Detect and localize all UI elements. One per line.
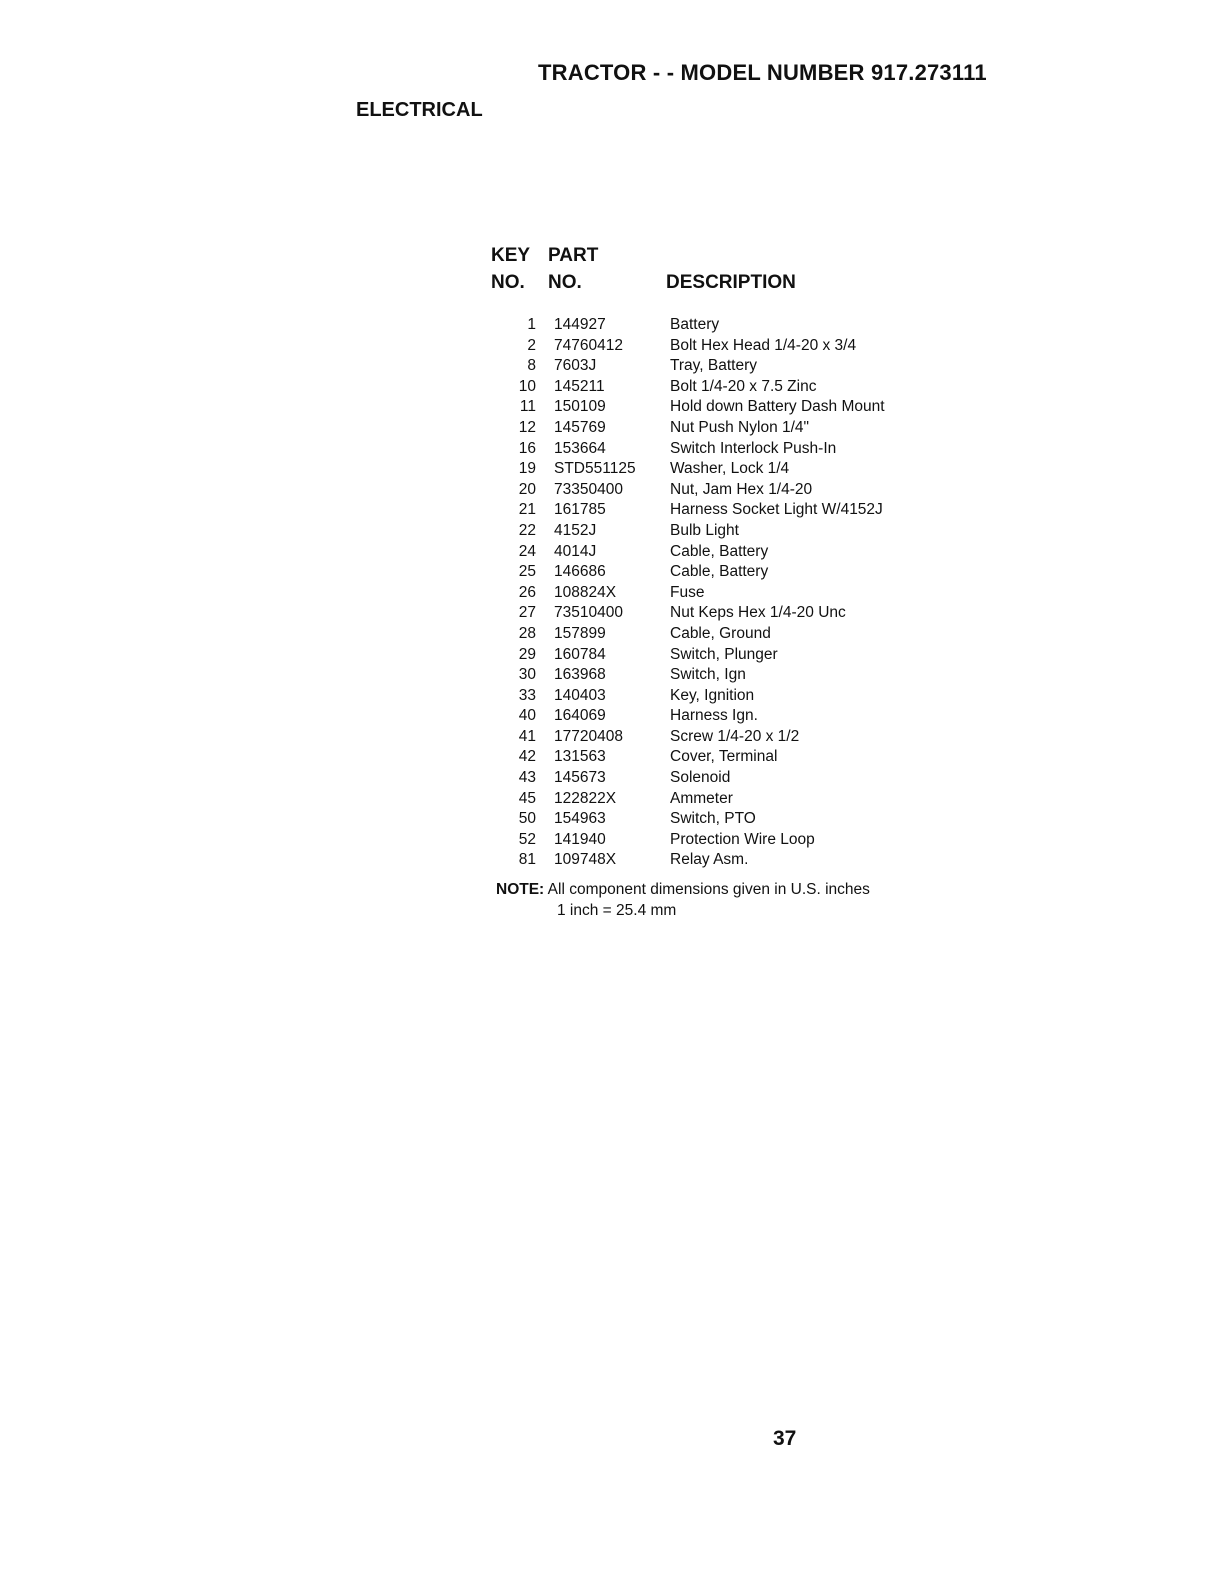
table-row <box>490 747 930 768</box>
parts-list <box>490 315 930 871</box>
table-row <box>490 315 930 336</box>
part-no: 164069 <box>554 707 606 725</box>
description: Fuse <box>670 583 705 601</box>
part-no: 160784 <box>554 645 606 663</box>
description: Nut Keps Hex 1/4-20 Unc <box>670 604 846 622</box>
part-no: 163968 <box>554 666 606 684</box>
table-row <box>490 850 930 871</box>
table-row <box>490 439 930 460</box>
key-no: 11 <box>519 398 536 416</box>
note <box>496 880 870 921</box>
part-no: 154963 <box>554 810 606 828</box>
section-heading: ELECTRICAL <box>356 99 483 121</box>
key-no: 81 <box>518 851 536 869</box>
table-row <box>490 418 930 439</box>
key-no: 24 <box>518 542 536 560</box>
column-header-part-line1: PART <box>548 245 599 266</box>
key-no: 16 <box>518 439 536 457</box>
key-no: 8 <box>527 357 536 375</box>
table-row <box>490 562 930 583</box>
description: Protection Wire Loop <box>670 830 815 848</box>
description: Washer, Lock 1/4 <box>670 460 790 478</box>
table-row <box>490 603 930 624</box>
part-no: 144927 <box>554 316 606 333</box>
key-no: 12 <box>518 418 536 436</box>
table-row <box>490 459 930 480</box>
description: Cable, Battery <box>670 542 769 560</box>
description: Bolt 1/4-20 x 7.5 Zinc <box>670 377 817 395</box>
key-no: 26 <box>518 583 536 601</box>
part-no: 73510400 <box>554 604 623 622</box>
key-no: 19 <box>518 460 536 478</box>
key-no: 42 <box>518 748 536 766</box>
description: Cable, Ground <box>670 624 771 642</box>
description: Tray, Battery <box>670 357 757 375</box>
part-no: 7603J <box>554 357 597 375</box>
table-row <box>490 789 930 810</box>
part-no: 145673 <box>554 769 606 787</box>
page-title: TRACTOR - - MODEL NUMBER 917.273111 <box>538 60 987 85</box>
key-no: 43 <box>518 769 536 787</box>
table-row <box>490 521 930 542</box>
table-row <box>490 480 930 501</box>
part-no: 145211 <box>554 377 605 395</box>
table-row <box>490 830 930 851</box>
part-no: 73350400 <box>554 480 623 498</box>
column-header-part-line2: NO. <box>548 272 582 293</box>
part-no: 145769 <box>554 418 606 436</box>
description: Switch, PTO <box>670 810 756 828</box>
part-no: 109748X <box>554 851 617 869</box>
table-row <box>490 624 930 645</box>
description: Switch Interlock Push-In <box>670 439 837 457</box>
part-no: 131563 <box>554 748 606 766</box>
table-row <box>490 645 930 666</box>
part-no: 4152J <box>554 521 597 539</box>
table-row <box>490 356 930 377</box>
part-no: 153664 <box>554 439 606 457</box>
part-no: 141940 <box>554 830 606 848</box>
key-no: 10 <box>518 377 536 395</box>
part-no: 140403 <box>554 686 606 704</box>
description: Nut Push Nylon 1/4" <box>670 418 810 436</box>
table-row <box>490 768 930 789</box>
table-row <box>490 542 930 563</box>
key-no: 41 <box>518 727 536 745</box>
description: Solenoid <box>670 769 731 787</box>
description: Battery <box>670 316 720 333</box>
description: Bolt Hex Head 1/4-20 x 3/4 <box>670 336 857 354</box>
table-row <box>490 377 930 398</box>
description: Cable, Battery <box>670 563 769 581</box>
part-no: 122822X <box>554 789 617 807</box>
part-no: 161785 <box>554 501 606 519</box>
note-line2: 1 inch = 25.4 mm <box>557 901 677 919</box>
key-no: 40 <box>518 707 536 725</box>
note-label: NOTE: <box>496 881 545 898</box>
part-no: 150109 <box>554 398 606 416</box>
key-no: 1 <box>527 316 536 333</box>
part-no: 4014J <box>554 542 597 560</box>
key-no: 45 <box>518 789 536 807</box>
key-no: 22 <box>518 521 536 539</box>
table-row <box>490 583 930 604</box>
table-row <box>490 686 930 707</box>
page-number: 37 <box>773 1427 797 1450</box>
description: Bulb Light <box>670 521 739 539</box>
part-no: 17720408 <box>554 727 623 745</box>
key-no: 30 <box>518 666 536 684</box>
description: Nut, Jam Hex 1/4-20 <box>670 480 813 498</box>
table-row <box>490 809 930 830</box>
table-row <box>490 727 930 748</box>
part-no: 108824X <box>554 583 617 601</box>
key-no: 33 <box>518 686 536 704</box>
description: Switch, Plunger <box>670 645 778 663</box>
table-row <box>490 500 930 521</box>
description: Harness Ign. <box>670 707 758 725</box>
part-no: 157899 <box>554 624 606 642</box>
description: Key, Ignition <box>670 686 755 704</box>
table-row <box>490 336 930 357</box>
key-no: 28 <box>518 624 536 642</box>
description: Screw 1/4-20 x 1/2 <box>670 727 800 745</box>
key-no: 2 <box>527 336 536 354</box>
part-no: 74760412 <box>554 336 623 354</box>
description: Hold down Battery Dash Mount <box>670 398 885 416</box>
key-no: 27 <box>518 604 536 622</box>
column-header-key-line2: NO. <box>491 272 525 293</box>
column-header-key-line1: KEY <box>491 245 531 266</box>
description: Harness Socket Light W/4152J <box>670 501 883 519</box>
column-header-description: DESCRIPTION <box>666 272 796 293</box>
key-no: 25 <box>518 563 536 581</box>
key-no: 29 <box>518 645 536 663</box>
note-line1: All component dimensions given in U.S. inches <box>547 881 870 898</box>
part-no: 146686 <box>554 563 606 581</box>
table-row <box>490 397 930 418</box>
description: Switch, Ign <box>670 666 746 684</box>
description: Cover, Terminal <box>670 748 778 766</box>
part-no: STD551125 <box>554 460 636 478</box>
description: Ammeter <box>670 789 733 807</box>
table-row <box>490 665 930 686</box>
key-no: 52 <box>518 830 536 848</box>
key-no: 20 <box>518 480 536 498</box>
key-no: 50 <box>518 810 536 828</box>
key-no: 21 <box>518 501 536 519</box>
table-row <box>490 706 930 727</box>
description: Relay Asm. <box>670 851 749 869</box>
